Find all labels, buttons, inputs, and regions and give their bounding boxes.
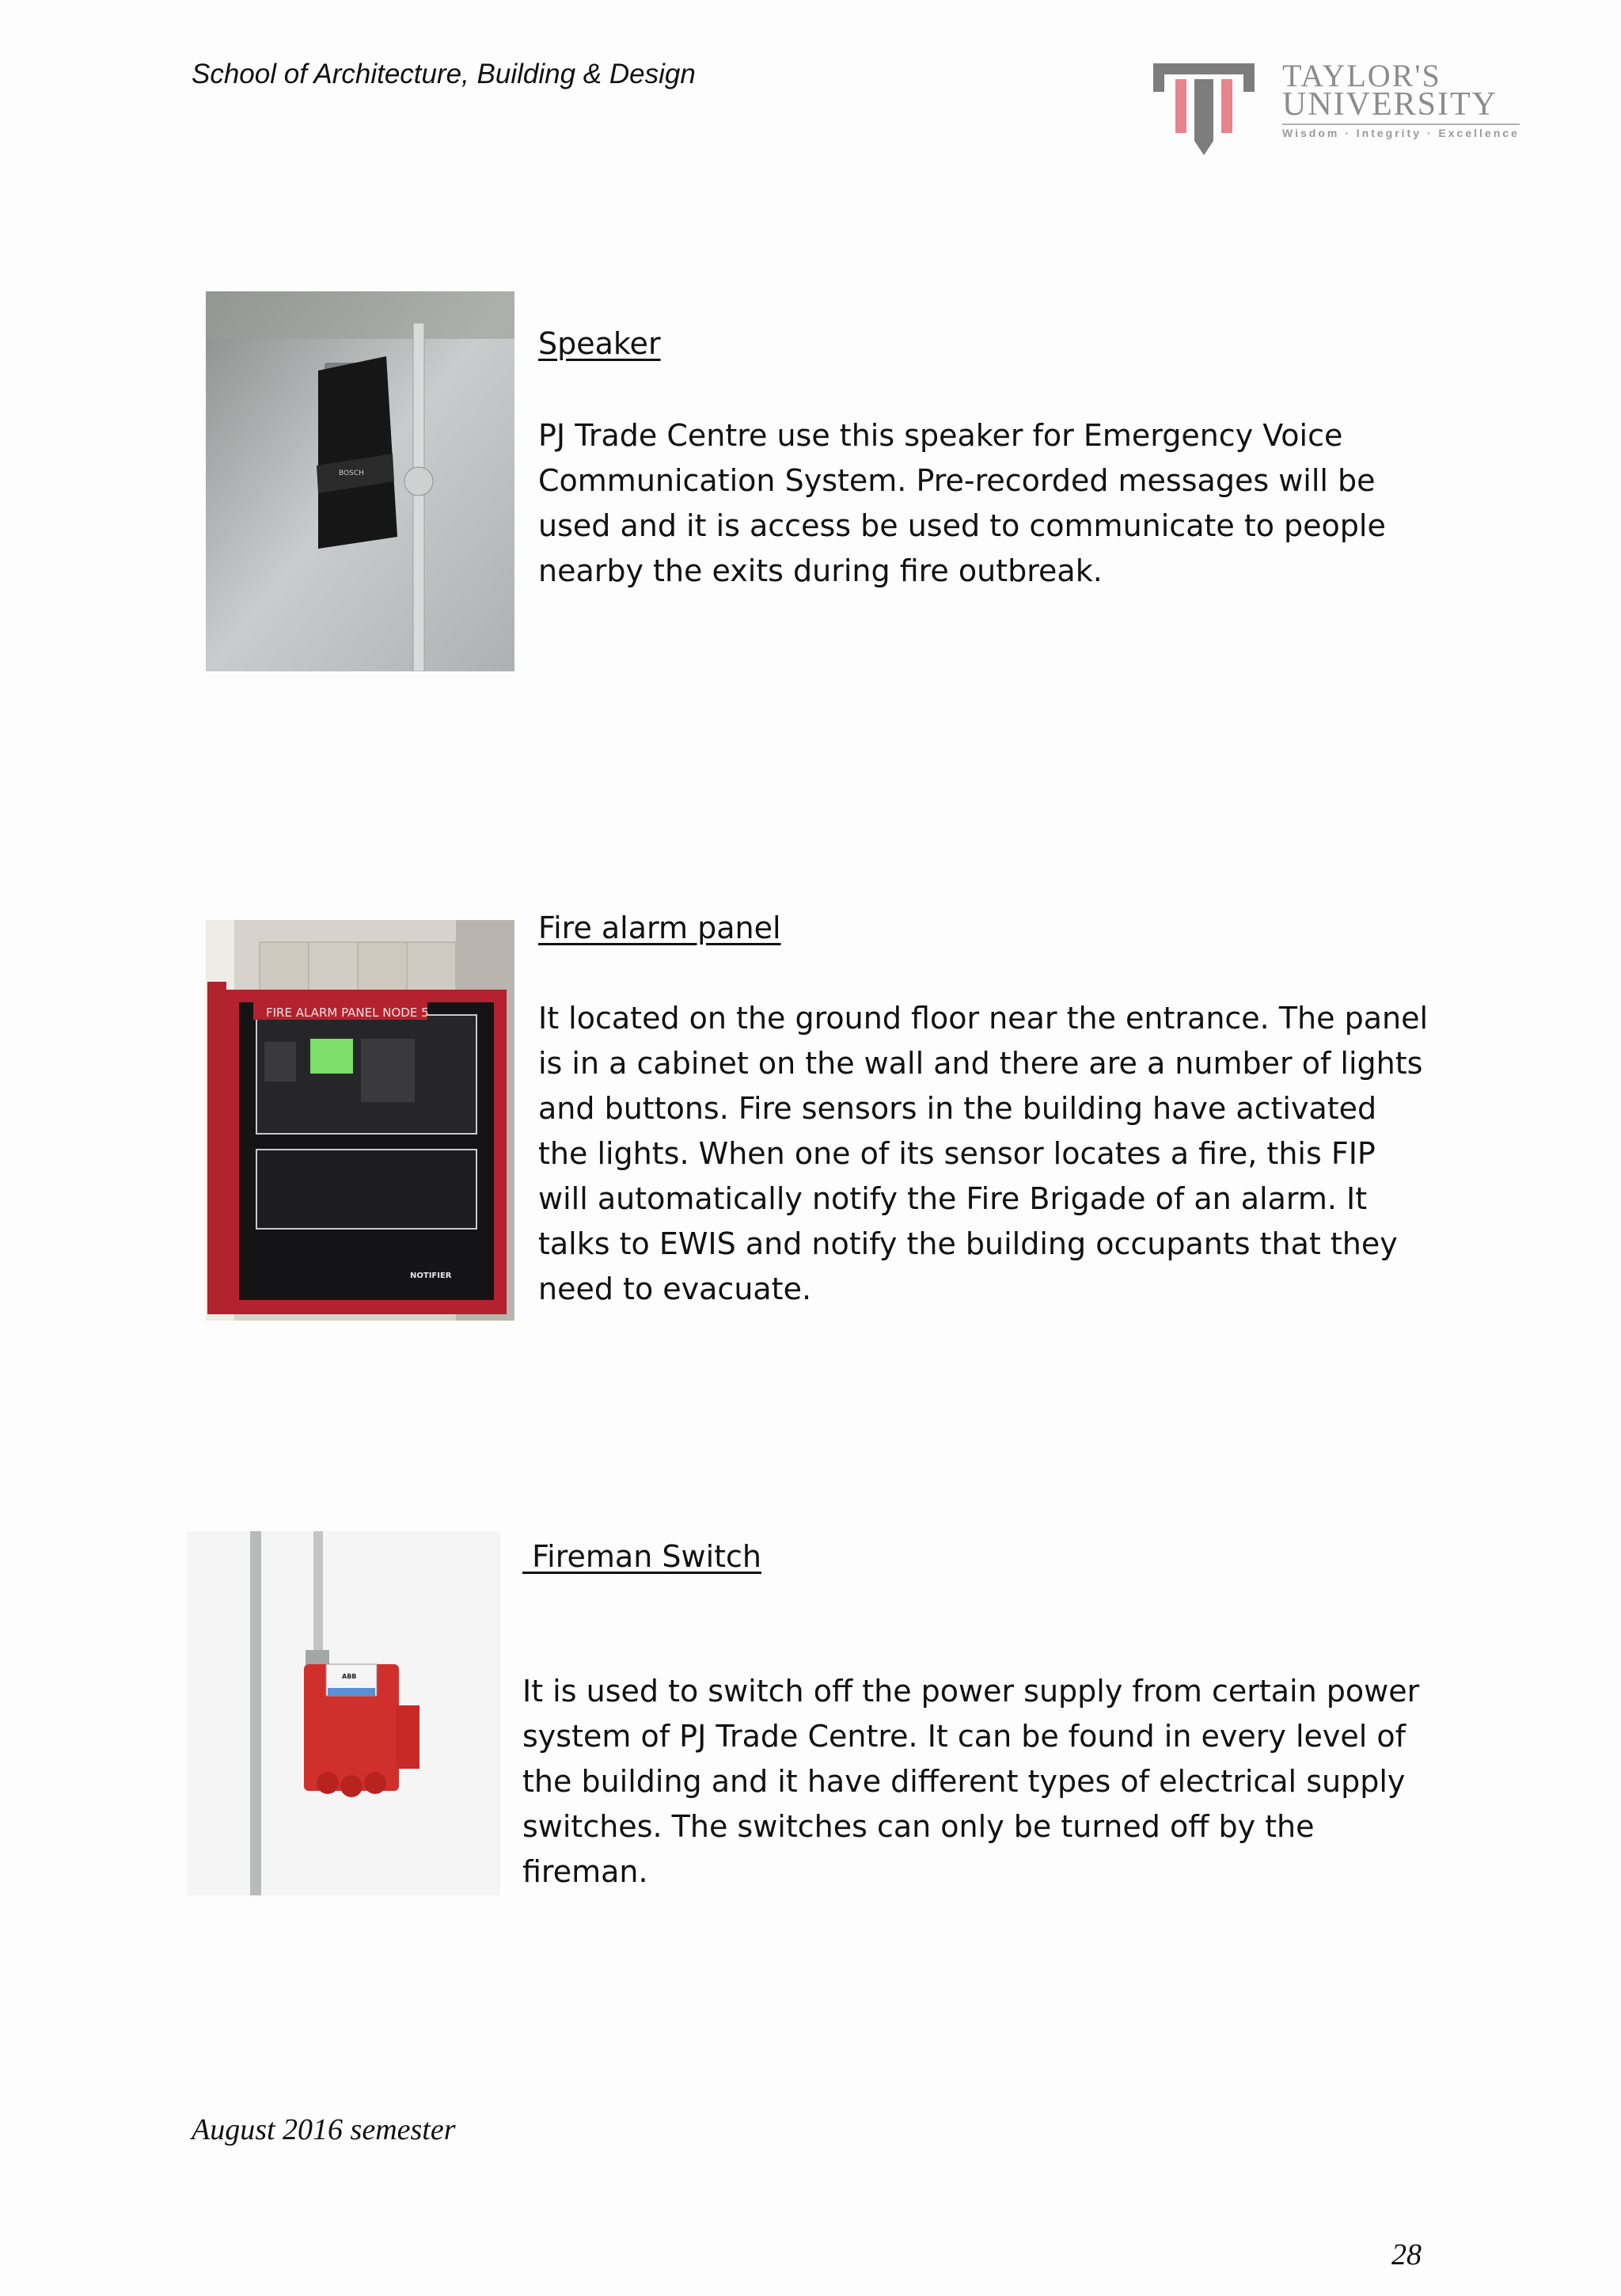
section-title-fire-alarm-panel: Fire alarm panel — [538, 910, 781, 945]
speaker-brand-label: BOSCH — [339, 469, 364, 477]
logo-name-line2: UNIVERSITY — [1282, 86, 1498, 123]
footer-semester: August 2016 semester — [192, 2113, 456, 2146]
page-number: 28 — [1391, 2238, 1422, 2271]
university-logo — [1152, 57, 1524, 160]
section-body-speaker: PJ Trade Centre use this speaker for Emergency Voice Communication System. Pre-recorded messages will be used and it is access be used to communicate to people nearby the exits during fire outbreak. — [538, 418, 1386, 588]
section-title-speaker: Speaker — [538, 326, 661, 361]
section-body-fire-alarm-panel: It located on the ground floor near the entrance. The panel is in a cabinet on the wall and there are a number of lights and buttons. Fire sensors in the building have activated the lights. When one of its sensor locates a fire, this FIP will automatically notify the Fire Brigade of an alarm. It talks to EWIS and notify the building occupants that they need to evacuate. — [538, 1001, 1429, 1306]
panel-label: FIRE ALARM PANEL NODE 5 — [266, 1005, 429, 1020]
logo-motto: Wisdom · Integrity · Excellence — [1282, 127, 1520, 139]
logo-name-line1: TAYLOR'S — [1282, 58, 1441, 93]
section-title-fireman-switch: Fireman Switch — [522, 1539, 761, 1574]
section-body-fireman-switch: It is used to switch off the power supply from certain power system of PJ Trade Centre. It can be found in every level of the building and it have different types of electrical supply switches. The switches can only be turned off by the fireman. — [522, 1674, 1420, 1889]
logo-divider — [1282, 124, 1520, 125]
panel-brand-label: NOTIFIER — [410, 1272, 452, 1280]
fire-alarm-panel-photo — [206, 920, 514, 1321]
speaker-photo — [206, 291, 514, 671]
school-name: School of Architecture, Building & Design — [192, 59, 696, 89]
switch-brand-label: ABB — [342, 1673, 357, 1680]
fireman-switch-photo — [187, 1531, 500, 1895]
taylors-university-crest-icon — [1152, 62, 1262, 158]
